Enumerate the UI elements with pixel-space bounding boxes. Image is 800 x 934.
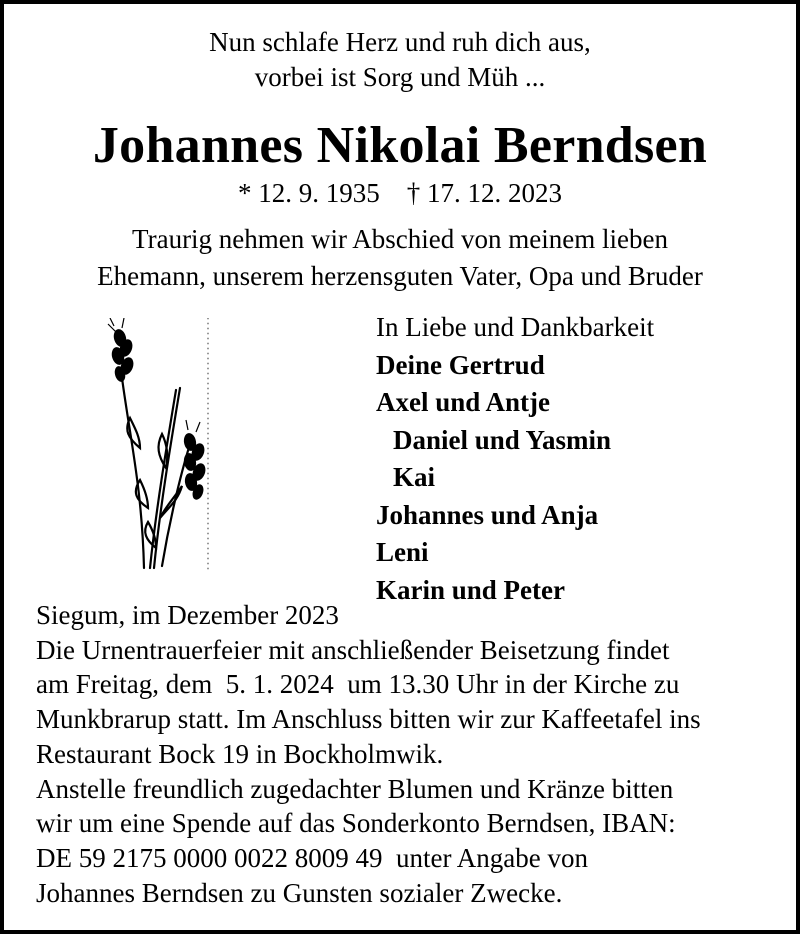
mourner-entry: Daniel und Yasmin: [393, 424, 612, 455]
verse-line-1: Nun schlafe Herz und ruh dich aus,: [209, 27, 591, 57]
mourner-entry: Johannes und Anja: [376, 499, 599, 530]
details-line: wir um eine Spende auf das Sonderkonto Berndsen, IBAN:: [36, 808, 676, 839]
mourner-entry: Deine Gertrud: [376, 349, 545, 380]
mourner-entry: Leni: [376, 537, 429, 567]
verse-line-2: vorbei ist Sorg und Müh ...: [254, 62, 546, 92]
life-dates: * 12. 9. 1935 † 17. 12. 2023: [238, 178, 562, 208]
details-line: Anstelle freundlich zugedachter Blumen und Kränze bitten: [36, 773, 674, 804]
details-line: Die Urnentrauerfeier mit anschließender Beisetzung findet: [36, 634, 670, 665]
ceremony-details: [36, 598, 701, 910]
mourner-entry: Axel und Antje: [376, 387, 551, 417]
details-line: Johannes Berndsen zu Gunsten sozialer Zwecke.: [36, 877, 563, 908]
deceased-name: Johannes Nikolai Berndsen: [92, 117, 708, 174]
details-line: Restaurant Bock 19 in Bockholmwik.: [36, 738, 444, 769]
iban-line: DE 59 2175 0000 0022 8009 49 unter Angabe von: [36, 842, 588, 873]
place-date-line: Siegum, im Dezember 2023: [36, 600, 339, 630]
mourners-heading: In Liebe und Dankbarkeit: [376, 312, 655, 342]
mourner-entry: Kai: [393, 462, 436, 492]
details-line: am Freitag, dem 5. 1. 2024 um 13.30 Uhr in der Kirche zu: [36, 669, 680, 700]
details-line: Munkbrarup statt. Im Anschluss bitten wir zur Kaffeetafel ins: [36, 704, 701, 735]
intro-line-2: Ehemann, unserem herzensguten Vater, Opa und Bruder: [97, 261, 703, 291]
mourners-list: [376, 309, 654, 609]
mourner-entry: Karin und Peter: [376, 574, 565, 605]
intro-line-1: Traurig nehmen wir Abschied von meinem lieben: [132, 224, 668, 254]
wheat-ears-icon: [100, 318, 212, 572]
